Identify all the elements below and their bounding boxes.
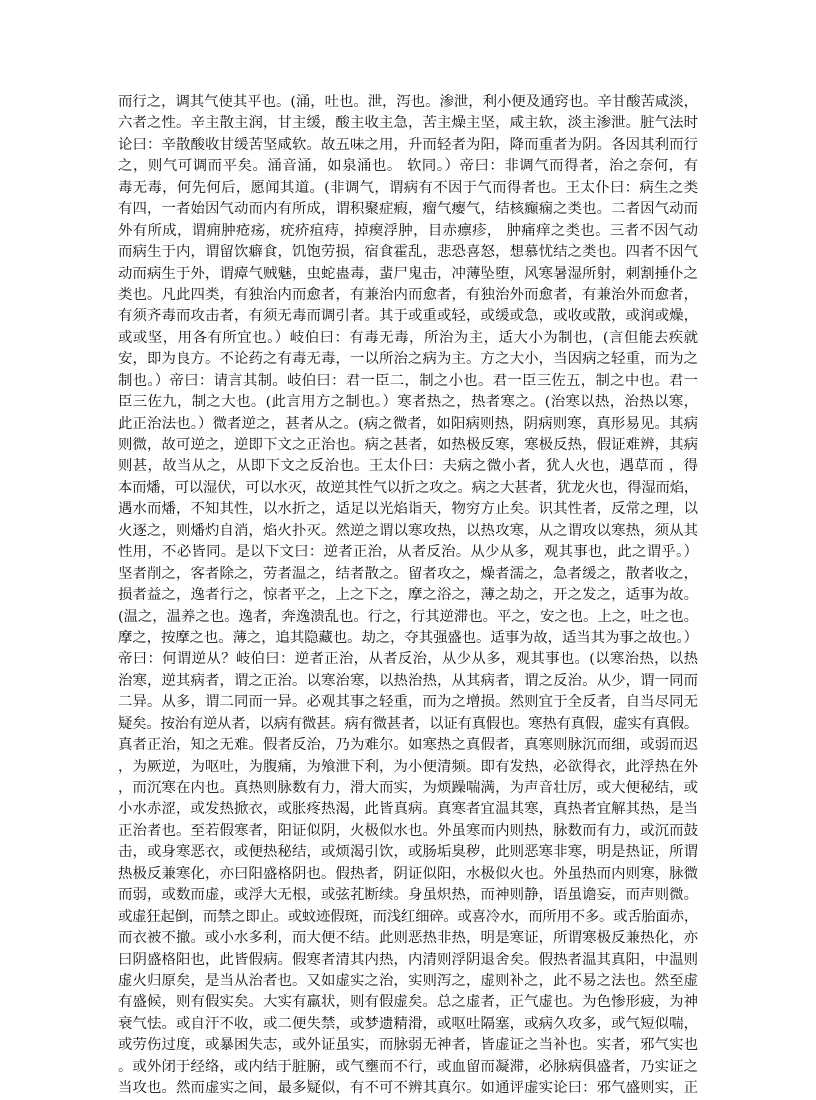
text-line: 臣三佐九，制之大也。(此言用方之制也。）寒者热之，热者寒之。(治寒以热，治热以寒， xyxy=(118,394,698,411)
text-line: 性用，不必皆同。是以下文曰：逆者正治，从者反治。从少从多，观其事也，此之谓乎。） xyxy=(118,544,698,561)
text-line: 疑矣。按治有逆从者，以病有微甚。病有微甚者，以证有真假也。寒热有真假，虚实有真假。 xyxy=(118,715,698,732)
text-line: 衰气怯。或自汗不收，或二便失禁，或梦遗精滑，或呕吐隔塞，或病久攻多，或气短似喘， xyxy=(118,1015,698,1032)
text-line: (温之，温养之也。逸者，奔逸溃乱也。行之，行其逆滞也。平之，安之也。上之，吐之也。 xyxy=(118,608,698,625)
text-line: 则甚，故当从之，从即下文之反治也。王太仆曰：夫病之微小者，犹人火也，遇草而 ，得 xyxy=(118,458,698,475)
text-line: 则微，故可逆之，逆即下文之正治也。病之甚者，如热极反寒，寒极反热，假证难辨，其病 xyxy=(118,437,698,453)
text-line: 或虚狂起倒，而禁之即止。或蚊迹假斑，而浅红细碎。或喜冷水，而所用不多。或舌胎面赤， xyxy=(118,908,698,925)
text-line: 虚火归原矣，是当从治者也。又如虚实之治，实则泻之，虚则补之，此不易之法也。然至虚 xyxy=(118,972,698,989)
text-line: 治寒，逆其病者，谓之正治。以寒治寒，以热治热，从其病者，谓之反治。从少，谓一同而 xyxy=(118,672,698,689)
text-line: 而行之，调其气使其平也。(涌，吐也。泄，泻也。渗泄，利小便及通窍也。辛甘酸苦咸淡， xyxy=(118,94,698,110)
text-line: 曰阴盛格阳也，此皆假病。假寒者清其内热，内清则浮阴退舍矣。假热者温其真阳，中温则 xyxy=(118,951,698,968)
text-line: 或劳伤过度，或暴困失志，或外证虽实，而脉弱无神者，皆虚证之当补也。实者，邪气实也 xyxy=(118,1037,698,1054)
text-line: 坚者削之，客者除之，劳者温之，结者散之。留者攻之，燥者濡之，急者缓之，散者收之， xyxy=(118,565,698,582)
text-line: 当攻也。然而虚实之间，最多疑似，有不可不辨其真尔。如通评虚实论曰：邪气盛则实，正 xyxy=(118,1080,698,1097)
text-line: 外有所成，谓痈肿疮疡，疣疥疽痔，掉瘈浮肿，目赤瘭疹， 肿痛痒之类也。三者不因气动 xyxy=(118,222,698,239)
text-line: 摩之，按摩之也。薄之，追其隐藏也。劫之，夺其强盛也。适事为故，适当其为事之故也。） xyxy=(118,629,698,646)
text-line: 动而病生于外，谓瘴气贼魅，虫蛇蛊毒，蜚尸鬼击，冲薄坠堕，风寒暑湿所射，刺割捶仆之 xyxy=(118,265,698,282)
text-line: 而病生于内，谓留饮癖食，饥饱劳损，宿食霍乱，悲恐喜怒，想慕忧结之类也。四者不因气 xyxy=(118,244,698,261)
text-line: 毒无毒，何先何后，愿闻其道。(非调气，谓病有不因于气而得者也。王太仆曰：病生之类 xyxy=(118,179,698,196)
text-line: 损者益之，逸者行之，惊者平之，上之下之，摩之浴之，薄之劫之，开之发之，适事为故。 xyxy=(118,587,698,604)
text-line: ，而沉寒在内也。真热则脉数有力，滑大而实，为烦躁喘满，为声音壮厉，或大便秘结，或 xyxy=(118,780,698,796)
text-line: 。或外闭于经络，或内结于脏腑，或气壅而不行，或血留而凝滞，必脉病俱盛者，乃实证之 xyxy=(118,1058,698,1075)
text-line: 小水赤涩，或发热掀衣，或胀疼热渴，此皆真病。真寒者宜温其寒，真热者宜解其热，是当 xyxy=(118,801,698,818)
body-text xyxy=(118,92,698,1100)
text-line: 正治者也。至若假寒者，阳证似阴，火极似水也。外虽寒而内则热，脉数而有力，或沉而鼓 xyxy=(118,822,698,839)
text-line: 真者正治，知之无难。假者反治，乃为难尔。如寒热之真假者，真寒则脉沉而细，或弱而迟 xyxy=(118,737,698,754)
text-line: 而衣被不撤。或小水多利，而大便不结。此则恶热非热，明是寒证，所谓寒极反兼热化，亦 xyxy=(118,930,698,947)
text-line: 遇水而燔，不知其性，以水折之，适足以光焰诣天，物穷方止矣。识其性者，反常之理，以 xyxy=(118,501,698,518)
text-line: 击，或身寒恶衣，或便热秘结，或烦渴引饮，或肠垢臭秽，此则恶寒非寒，明是热证，所谓 xyxy=(118,844,698,861)
text-line: 此正治法也。）微者逆之，甚者从之。(病之微者，如阳病则热，阴病则寒，真形易见。其病 xyxy=(118,415,698,432)
text-line: 而弱，或数而虚，或浮大无根，或弦芤断续。身虽炽热，而神则静，语虽谵妄，而声则微。 xyxy=(118,887,698,904)
text-line: 有须齐毒而攻击者，有须无毒而调引者。其于或重或轻，或缓或急，或收或散，或润或燥， xyxy=(118,308,698,325)
text-line: 之，则气可调而平矣。涌音涌，如泉涌也。 软同。）帝曰：非调气而得者，治之奈何，有 xyxy=(118,158,698,175)
text-line: 热极反兼寒化，亦曰阳盛格阴也。假热者，阴证似阳，水极似火也。外虽热而内则寒，脉微 xyxy=(118,865,698,882)
text-line: 制也。）帝曰：请言其制。岐伯曰：君一臣二，制之小也。君一臣三佐五，制之中也。君一 xyxy=(118,372,698,389)
text-line: 火逐之，则燔灼自消，焰火扑灭。然逆之谓以寒攻热，以热攻寒，从之谓攻以寒热，须从其 xyxy=(118,522,698,539)
text-line: 有盛候，则有假实矣。大实有羸状，则有假虚矣。总之虚者，正气虚也。为色惨形疲，为神 xyxy=(118,994,698,1011)
text-line: 二异。从多，谓二同而一异。必观其事之轻重，而为之增损。然则宜于全反者，自当尽同无 xyxy=(118,694,698,711)
text-line: 有四，一者始因气动而内有所成，谓积聚症瘕，瘤气瘿气，结核癫痫之类也。二者因气动而 xyxy=(118,201,698,218)
text-line: 安，即为良方。不论药之有毒无毒，一以所治之病为主。方之大小，当因病之轻重，而为之 xyxy=(118,351,698,368)
text-line: 类也。凡此四类，有独治内而愈者，有兼治内而愈者，有独治外而愈者，有兼治外而愈者， xyxy=(118,286,698,303)
text-line: 或或坚，用各有所宜也。）岐伯曰：有毒无毒，所治为主，适大小为制也，(言但能去疾就 xyxy=(118,329,698,346)
text-line: 六者之性。辛主散主润，甘主缓，酸主收主急，苦主燥主坚，咸主软，淡主渗泄。脏气法时 xyxy=(118,115,698,132)
text-line: 论曰：辛散酸收甘缓苦坚咸软。故五味之用，升而轻者为阳，降而重者为阴。各因其利而行 xyxy=(118,136,698,153)
text-line: 帝曰：何谓逆从？岐伯曰：逆者正治，从者反治，从少从多，观其事也。(以寒治热，以热 xyxy=(118,651,698,668)
text-line: 本而燔，可以湿伏，可以水灭，故逆其性气以折之攻之。病之大甚者，犹龙火也，得湿而焰， xyxy=(118,479,698,496)
text-line: ，为厥逆，为呕吐，为腹痛，为飧泄下利，为小便清频。即有发热，必欲得衣，此浮热在外 xyxy=(118,758,698,775)
